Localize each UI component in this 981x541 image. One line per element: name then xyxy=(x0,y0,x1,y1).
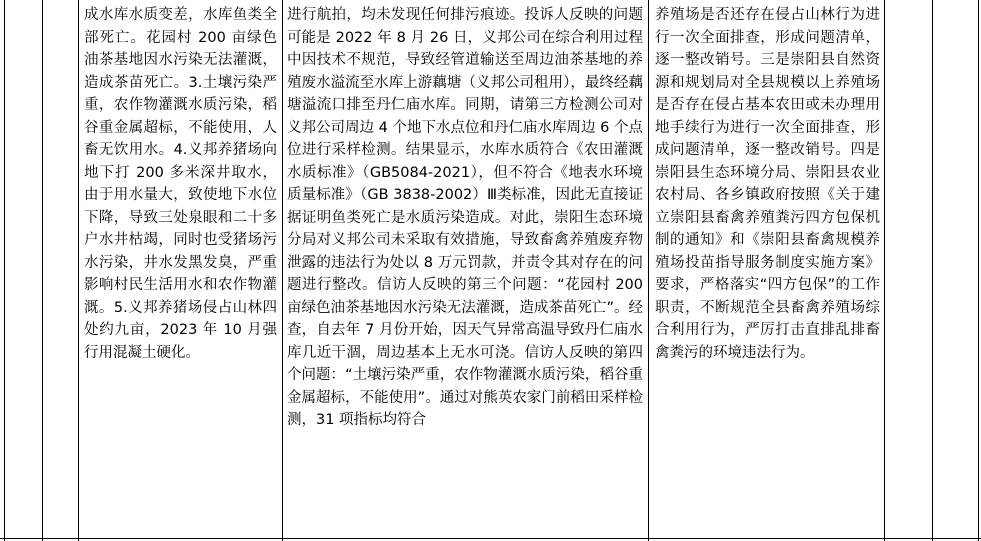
column-border xyxy=(42,0,43,541)
investigation-cell: 进行航拍，均未发现任何排污痕迹。投诉人反映的问题可能是 2022 年 8 月 26 日，义邦公司在综合利用过程中因技术不规范，导致经管道输送至周边油茶基地的养殖废水溢流至水库上游藕塘（义邦公司租用），最终经藕塘溢流口排至丹仁庙水库。同期，请第三方检测公司对义邦公司周边 4 个地下水点位和丹仁庙水库周边 6 个点位进行采样检测。结果显示，水库水质符合《农田灌溉水质标准》（GB5084-2021），但不符合《地表水环境质量标准》（GB 3838-2002）Ⅲ类标准，因此无直接证据证明鱼类死亡是水质污染造成。对此，崇阳生态环境分局对义邦公司未采取有效措施，导致畜禽养殖废弃物泄露的违法行为处以 8 万元罚款，并责令其对存在的问题进行整改。信访人反映的第三个问题：“花园村 200 亩绿色油茶基地因水污染无法灌溉，造成茶苗死亡”。经查，自去年 7 月份开始，因天气异常高温导致丹仁庙水库几近干涸，周边基本上无水可浇。信访人反映的第四个问题：“土壤污染严重，农作物灌溉水质污染，稻谷重金属超标，不能使用”。通过对熊英农家门前稻田采样检测，31 项指标均符合 xyxy=(287,7,643,428)
column-border xyxy=(932,0,933,541)
column-border xyxy=(884,0,885,541)
column-border xyxy=(78,0,79,541)
row-border xyxy=(0,538,981,539)
complaint-content-cell: 成水库水质变差，水库鱼类全部死亡。花园村 200 亩绿色油茶基地因水污染无法灌溉，造成茶苗死亡。3.土壤污染严重，农作物灌溉水质污染，稻谷重金属超标，不能使用，人畜无饮用水。4.义邦养猪场向地下打 200 多米深井取水，由于用水量大，致使地下水位下降，导致三处泉眼和二十多户水井枯竭，同时也受猪场污水污染，井水发黑发臭，严重影响村民生活用水和农作物灌溉。5.义邦养猪场侵占山林四处约九亩，2023 年 10 月强行用混凝土硬化。 xyxy=(84,7,277,361)
column-border xyxy=(978,0,979,541)
column-border xyxy=(648,0,649,541)
column-border xyxy=(282,0,283,541)
rectification-cell: 养殖场是否还存在侵占山林行为进行一次全面排查，形成问题清单，逐一整改销号。三是崇阳县自然资源和规划局对全县规模以上养殖场是否存在侵占基本农田或未办理用地手续行为进行一次全面排查，形成问题清单，逐一整改销号。四是崇阳县生态环境分局、崇阳县农业农村局、各乡镇政府按照《关于建立崇阳县畜禽养殖粪污四方包保机制的通知》和《崇阳县畜禽规模养殖场投苗指导服务制度实施方案》要求，严格落实“四方包保”的工作职责，不断规范全县畜禽养殖场综合利用行为，严厉打击直排乱排畜禽粪污的环境违法行为。 xyxy=(655,7,880,361)
column-border xyxy=(4,0,5,541)
